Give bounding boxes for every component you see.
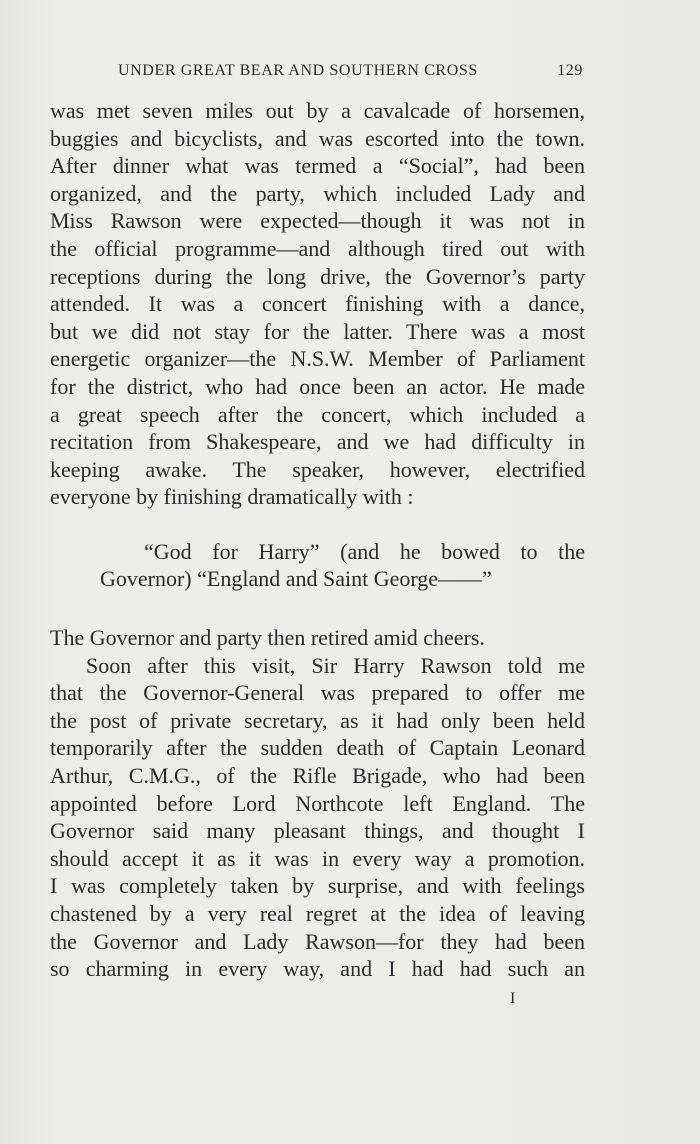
text-line: was met seven miles out by a cavalcade of horsemen, xyxy=(50,98,585,123)
text-line: temporarily after the sudden death of Captain Leonard xyxy=(50,735,585,761)
page-number: 129 xyxy=(557,62,583,79)
text-line: so charming in every way, and I had had such an xyxy=(50,956,585,982)
text-line: that the Governor-General was prepared to offer me xyxy=(50,680,585,706)
paragraph-2-3 xyxy=(50,624,585,983)
text-line: the official programme—and although tired out with xyxy=(50,235,585,261)
text-line: Miss Rawson were expected—though it was not in xyxy=(50,208,585,234)
text-line: The Governor and party then retired amid cheers. xyxy=(50,625,485,650)
text-line: energetic organizer—the N.S.W. Member of Parliament xyxy=(50,346,585,372)
text-line: Arthur, C.M.G., of the Rifle Brigade, who had been xyxy=(50,762,585,788)
paragraph-1 xyxy=(50,97,585,511)
text-line: attended. It was a concert finishing with a dance, xyxy=(50,291,585,317)
text-line: everyone by finishing dramatically with : xyxy=(50,484,414,510)
text-line: keeping awake. The speaker, however, electrified xyxy=(50,456,585,482)
signature-mark: I xyxy=(510,990,516,1007)
quotation-line: “God for Harry” (and he bowed to the xyxy=(144,539,585,564)
running-title: UNDER GREAT BEAR AND SOUTHERN CROSS xyxy=(118,62,478,79)
text-line: the post of private secretary, as it had only been held xyxy=(50,707,585,733)
text-line: I was completely taken by surprise, and with feelings xyxy=(50,873,585,899)
text-line: buggies and bicyclists, and was escorted into the town. xyxy=(50,125,585,151)
text-line: appointed before Lord Northcote left England. The xyxy=(50,790,585,816)
text-line: for the district, who had once been an actor. He made xyxy=(50,373,585,399)
text-line: a great speech after the concert, which included a xyxy=(50,401,585,427)
text-line: receptions during the long drive, the Governor’s party xyxy=(50,263,585,289)
text-line: Governor said many pleasant things, and thought I xyxy=(50,818,585,844)
text-line: After dinner what was termed a “Social”, had been xyxy=(50,153,585,179)
text-line: should accept it as it was in every way a promotion. xyxy=(50,845,585,871)
text-line: recitation from Shakespeare, and we had difficulty in xyxy=(50,429,585,455)
quotation-line: Governor) “England and Saint George——” xyxy=(100,566,492,591)
text-line: organized, and the party, which included Lady and xyxy=(50,180,585,206)
text-line: Soon after this visit, Sir Harry Rawson told me xyxy=(86,652,585,678)
text-line: but we did not stay for the latter. There was a most xyxy=(50,318,585,344)
text-line: chastened by a very real regret at the idea of leaving xyxy=(50,900,585,926)
quotation xyxy=(100,538,585,592)
text-line: the Governor and Lady Rawson—for they had been xyxy=(50,928,585,954)
